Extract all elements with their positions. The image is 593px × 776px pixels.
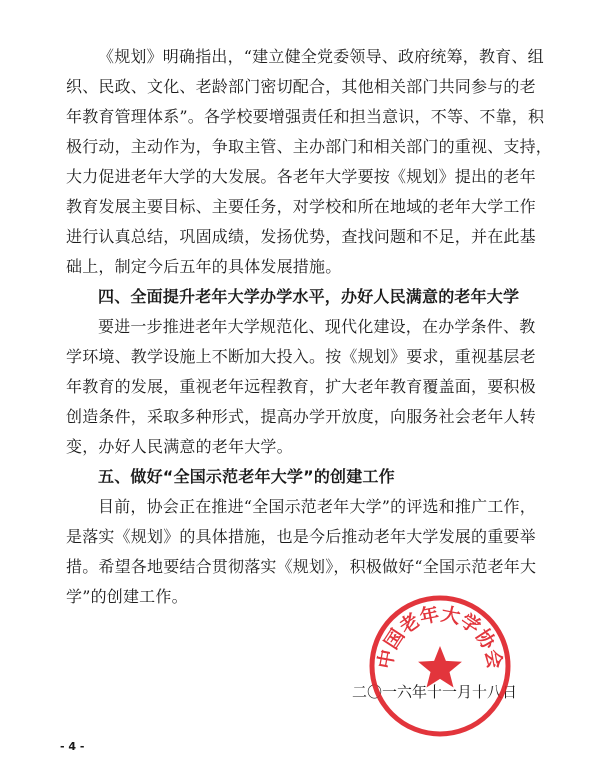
paragraph-line: 年教育管理体系”。各学校要增强责任和担当意识，不等、不靠，积 bbox=[66, 107, 545, 126]
official-seal-stamp bbox=[368, 594, 512, 738]
section-heading-4: 四、全面提升老年大学办学水平，办好人民满意的老年大学 bbox=[98, 287, 520, 306]
paragraph-line: 教育发展主要目标、主要任务，对学校和所在地域的老年大学工作 bbox=[66, 197, 536, 216]
star-icon bbox=[418, 646, 462, 688]
paragraph-line: 目前，协会正在推进“全国示范老年大学”的评选和推广工作， bbox=[98, 497, 536, 516]
section-heading-5: 五、做好“全国示范老年大学”的创建工作 bbox=[98, 467, 395, 486]
paragraph-line: 变，办好人民满意的老年大学。 bbox=[66, 437, 293, 456]
paragraph-line: 进行认真总结，巩固成绩，发扬优势，查找问题和不足，并在此基 bbox=[66, 227, 536, 246]
seal-text: 中国老年大学协会 bbox=[374, 603, 506, 671]
paragraph-line: 年教育的发展，重视老年远程教育，扩大老年教育覆盖面，要积极 bbox=[66, 377, 536, 396]
document-date: 二〇一六年十一月十八日 bbox=[352, 683, 518, 701]
paragraph-line: 是落实《规划》的具体措施，也是今后推动老年大学发展的重要举 bbox=[66, 527, 536, 546]
paragraph-line: 极行动，主动作为，争取主管、主办部门和相关部门的重视、支持， bbox=[66, 137, 553, 156]
paragraph-line: 学环境、教学设施上不断加大投入。按《规划》要求，重视基层老 bbox=[66, 347, 536, 366]
paragraph-line: 要进一步推进老年大学规范化、现代化建设，在办学条件、教 bbox=[98, 317, 536, 336]
paragraph-line: 措。希望各地要结合贯彻落实《规划》，积极做好“全国示范老年大 bbox=[66, 557, 537, 576]
page-number: - 4 - bbox=[60, 740, 85, 753]
paragraph-line: 大力促进老年大学的大发展。各老年大学要按《规划》提出的老年 bbox=[66, 167, 536, 186]
paragraph-line: 《规划》明确指出，“建立健全党委领导、政府统筹，教育、组 bbox=[98, 47, 544, 66]
paragraph-line: 织、民政、文化、老龄部门密切配合，其他相关部门共同参与的老 bbox=[66, 77, 536, 96]
paragraph-line: 学”的创建工作。 bbox=[66, 587, 188, 606]
paragraph-line: 础上，制定今后五年的具体发展措施。 bbox=[66, 257, 342, 276]
paragraph-line: 创造条件，采取多种形式，提高办学开放度，向服务社会老年人转 bbox=[66, 407, 536, 426]
